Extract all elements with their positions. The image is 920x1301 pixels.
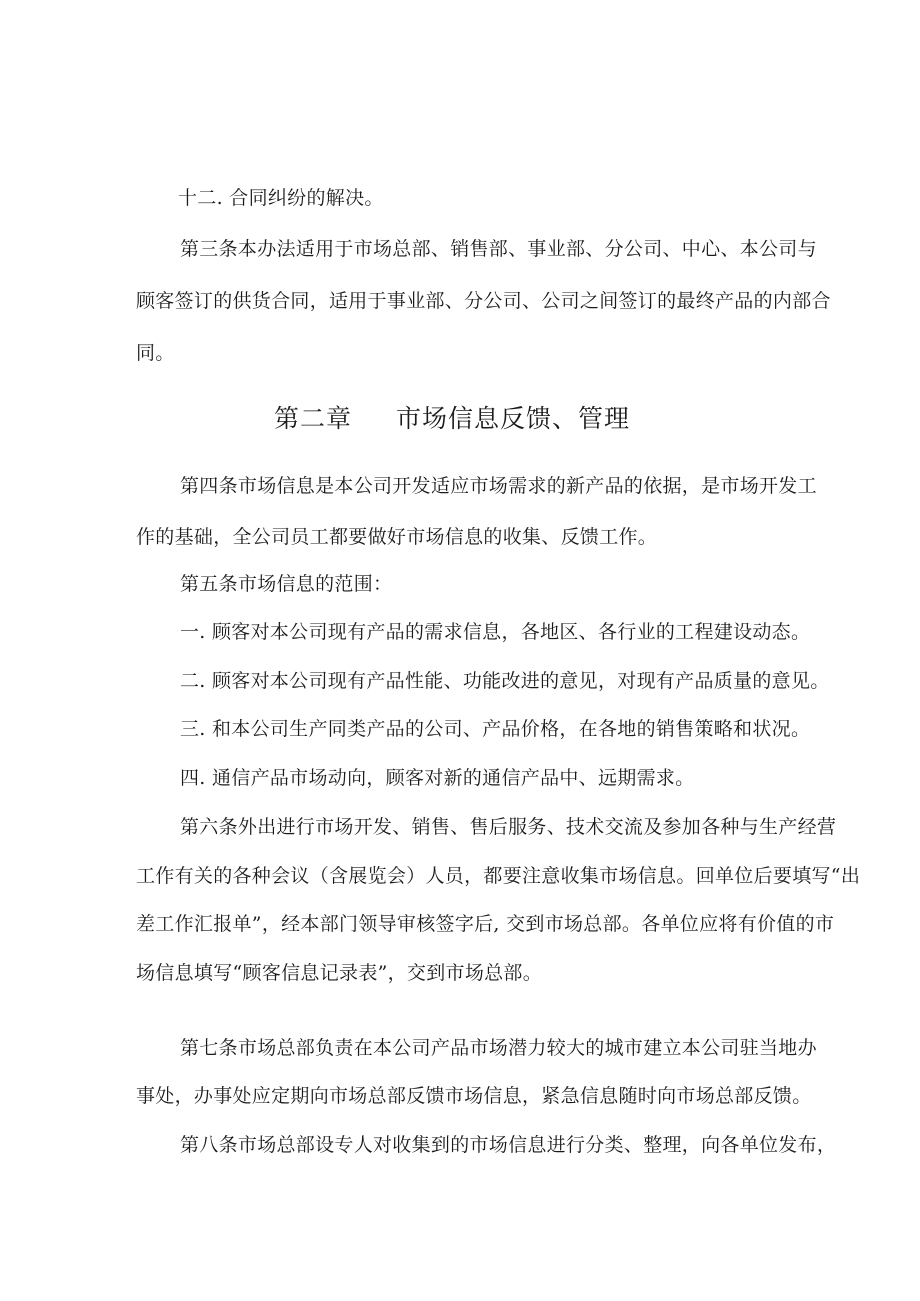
chapter-name: 市场信息反馈、管理 — [396, 404, 631, 433]
scope-item-4: 四. 通信产品市场动向，顾客对新的通信产品中、远期需求。 — [180, 767, 695, 789]
scope-item-1: 一. 顾客对本公司现有产品的需求信息，各地区、各行业的工程建设动态。 — [180, 621, 811, 643]
article-3-line-3: 同。 — [136, 342, 175, 364]
article-6-line-1: 第六条外出进行市场开发、销售、售后服务、技术交流及参加各种与生产经营 — [180, 816, 837, 838]
article-5-line: 第五条市场信息的范围： — [180, 573, 393, 595]
article-4-line-1: 第四条市场信息是本公司开发适应市场需求的新产品的依据，是市场开发工 — [180, 475, 817, 497]
article-3-line-1: 第三条本办法适用于市场总部、销售部、事业部、分公司、中心、本公司与 — [180, 238, 817, 260]
scope-item-2: 二. 顾客对本公司现有产品性能、功能改进的意见，对现有产品质量的意见。 — [180, 670, 830, 692]
article-8-line-1: 第八条市场总部设专人对收集到的市场信息进行分类、整理，向各单位发布， — [180, 1134, 837, 1156]
article-3-line-2: 顾客签订的供货合同，适用于事业部、分公司、公司之间签订的最终产品的内部合 — [136, 290, 831, 312]
article-7-line-1: 第七条市场总部负责在本公司产品市场潜力较大的城市建立本公司驻当地办 — [180, 1037, 817, 1059]
article-6-line-4: 场信息填写“顾客信息记录表”，交到市场总部。 — [136, 962, 543, 984]
clause-12-line: 十二. 合同纠纷的解决。 — [178, 187, 384, 209]
article-4-line-2: 作的基础，全公司员工都要做好市场信息的收集、反馈工作。 — [136, 526, 658, 548]
chapter-title — [274, 404, 630, 434]
article-7-line-2: 事处，办事处应定期向市场总部反馈市场信息，紧急信息随时向市场总部反馈。 — [136, 1085, 812, 1107]
article-6-line-2: 工作有关的各种会议（含展览会）人员，都要注意收集市场信息。回单位后要填写“出 — [136, 865, 861, 887]
scope-item-3: 三. 和本公司生产同类产品的公司、产品价格，在各地的销售策略和状况。 — [180, 718, 811, 740]
article-6-line-3: 差工作汇报单”，经本部门领导审核签字后, 交到市场总部。各单位应将有价值的市 — [136, 913, 835, 935]
chapter-number: 第二章 — [274, 404, 353, 433]
